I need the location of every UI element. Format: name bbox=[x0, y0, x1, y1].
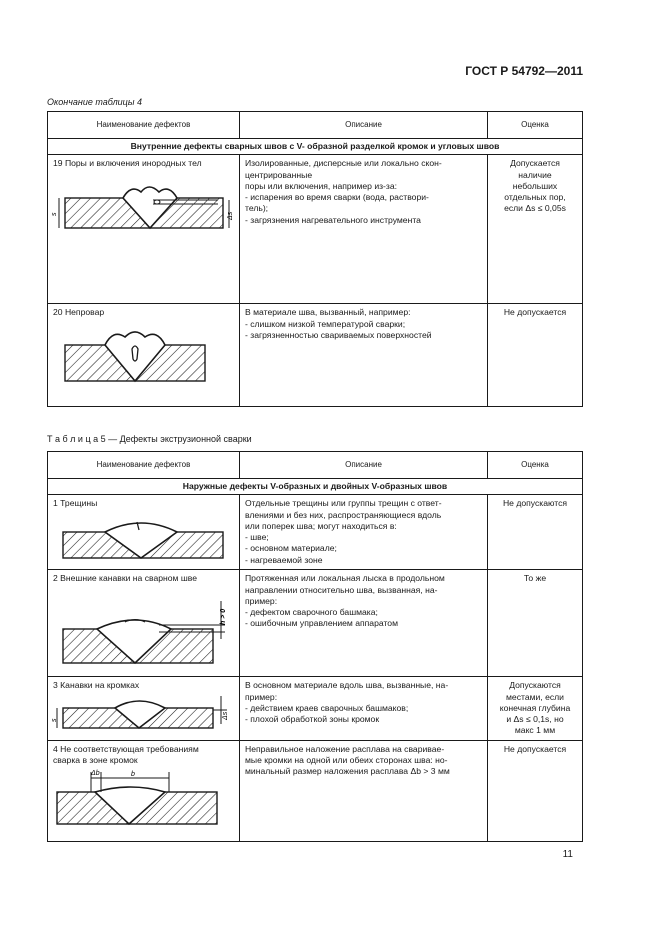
eval-line: отдельных пор, bbox=[504, 192, 566, 203]
desc-line: В основном материале вдоль шва, вызванные, на- bbox=[245, 680, 449, 691]
defect-name: 20 Непровар bbox=[53, 307, 105, 318]
table-row bbox=[48, 740, 583, 841]
desc-line: Изолированные, дисперсные или локально скон- bbox=[245, 158, 442, 169]
desc-line: - загрязненностью свариваемых поверхностей bbox=[245, 329, 432, 340]
table-5 bbox=[47, 451, 583, 842]
eval-line: Допускается bbox=[510, 158, 560, 169]
defect-name: сварка в зоне кромок bbox=[53, 755, 138, 766]
eval-line: Не допускаются bbox=[502, 498, 568, 509]
delta-s-label: Δs bbox=[222, 711, 229, 720]
delta-b-label: Δb bbox=[91, 770, 100, 778]
desc-line: - испарения во время сварки (вода, раствори- bbox=[245, 192, 429, 203]
desc-line: - шве; bbox=[245, 532, 269, 543]
lack-of-penetration-diagram bbox=[53, 325, 233, 395]
eval-line: если Δs ≤ 0,05s bbox=[504, 203, 566, 214]
desc-line: мые кромки на одной или обеих сторонах шва: но- bbox=[245, 755, 448, 766]
eval-line: небольших bbox=[512, 180, 558, 191]
eval-line: То же bbox=[523, 573, 547, 584]
defect-name: 1 Трещины bbox=[53, 498, 98, 509]
eval-line: и Δs ≤ 0,1s, но bbox=[506, 714, 564, 725]
h-label: h > 0 bbox=[220, 608, 227, 625]
b-label: b bbox=[131, 771, 135, 779]
eval-line: макс 1 мм bbox=[514, 725, 556, 736]
desc-line: поры или включения, например из-за: bbox=[245, 180, 398, 191]
eval-line: Не допускается bbox=[503, 307, 567, 318]
table-row bbox=[48, 304, 583, 407]
edge-welding-diagram bbox=[53, 768, 235, 830]
desc-line: Протяженная или локальная лыска в продольном bbox=[245, 573, 445, 584]
section-title: Наружные дефекты V-образных и двойных V-образных швов bbox=[48, 479, 583, 495]
desc-line: - загрязнения нагревательного инструмента bbox=[245, 214, 421, 225]
col-header-description: Описание bbox=[240, 112, 488, 139]
defect-name: 3 Канавки на кромках bbox=[53, 680, 140, 691]
table-4 bbox=[47, 111, 583, 407]
desc-line: пример: bbox=[245, 595, 278, 606]
desc-line: Отдельные трещины или группы трещин с ответ- bbox=[245, 498, 442, 509]
cracks-diagram bbox=[53, 516, 233, 564]
section-title: Внутренние дефекты сварных швов с V- образной разделкой кромок и угловых швов bbox=[48, 139, 583, 155]
defect-name: 4 Не соответствующая требованиям bbox=[53, 743, 199, 754]
desc-line: влениями и без них, распространяющиеся вдоль bbox=[245, 509, 442, 520]
desc-line: тель); bbox=[245, 203, 269, 214]
desc-line: пример: bbox=[245, 691, 278, 702]
pores-diagram bbox=[53, 176, 233, 256]
desc-line: В материале шва, вызванный, например: bbox=[245, 307, 411, 318]
eval-line: наличие bbox=[518, 169, 552, 180]
desc-line: центрированные bbox=[245, 169, 313, 180]
col-header-evaluation: Оценка bbox=[488, 112, 583, 139]
desc-line: Неправильное наложение расплава на сваривае- bbox=[245, 743, 445, 754]
table-row bbox=[48, 570, 583, 677]
desc-line: - дефектом сварочного башмака; bbox=[245, 607, 378, 618]
col-header-name: Наименование дефектов bbox=[48, 452, 240, 479]
delta-s-label: Δs bbox=[227, 211, 234, 220]
desc-line: - основном материале; bbox=[245, 543, 337, 554]
eval-line: Не допускается bbox=[503, 743, 567, 754]
col-header-evaluation: Оценка bbox=[488, 452, 583, 479]
desc-line: - ошибочным управлением аппаратом bbox=[245, 618, 398, 629]
desc-line: - плохой обработкой зоны кромок bbox=[245, 714, 380, 725]
col-header-name: Наименование дефектов bbox=[48, 112, 240, 139]
table4-caption: Окончание таблицы 4 bbox=[47, 97, 142, 107]
defect-name: 2 Внешние канавки на сварном шве bbox=[53, 573, 197, 584]
desc-line: - слишком низкой температурой сварки; bbox=[245, 318, 406, 329]
edge-grooves-diagram bbox=[53, 694, 235, 730]
col-header-description: Описание bbox=[240, 452, 488, 479]
s-label: s bbox=[51, 212, 58, 216]
s-label: s bbox=[51, 718, 58, 722]
desc-line: минальный размер наложения расплава Δb > 3 мм bbox=[245, 766, 450, 777]
table5-caption: Т а б л и ц а 5 — Дефекты экструзионной сварки bbox=[47, 434, 252, 444]
document-code: ГОСТ Р 54792—2011 bbox=[465, 64, 583, 78]
eval-line: конечная глубина bbox=[499, 702, 571, 713]
desc-line: - действием краев сварочных башмаков; bbox=[245, 702, 409, 713]
table-row bbox=[48, 495, 583, 570]
desc-line: или поперек шва; могут находиться в: bbox=[245, 520, 397, 531]
table-row bbox=[48, 677, 583, 740]
table-row bbox=[48, 155, 583, 304]
page-number: 11 bbox=[562, 849, 573, 860]
defect-name: 19 Поры и включения инородных тел bbox=[53, 158, 202, 169]
eval-line: местами, если bbox=[506, 691, 564, 702]
desc-line: - нагреваемой зоне bbox=[245, 554, 323, 565]
eval-line: Допускаются bbox=[509, 680, 561, 691]
desc-line: направлении относительно шва, вызванная, на- bbox=[245, 584, 438, 595]
external-grooves-diagram bbox=[53, 591, 235, 669]
